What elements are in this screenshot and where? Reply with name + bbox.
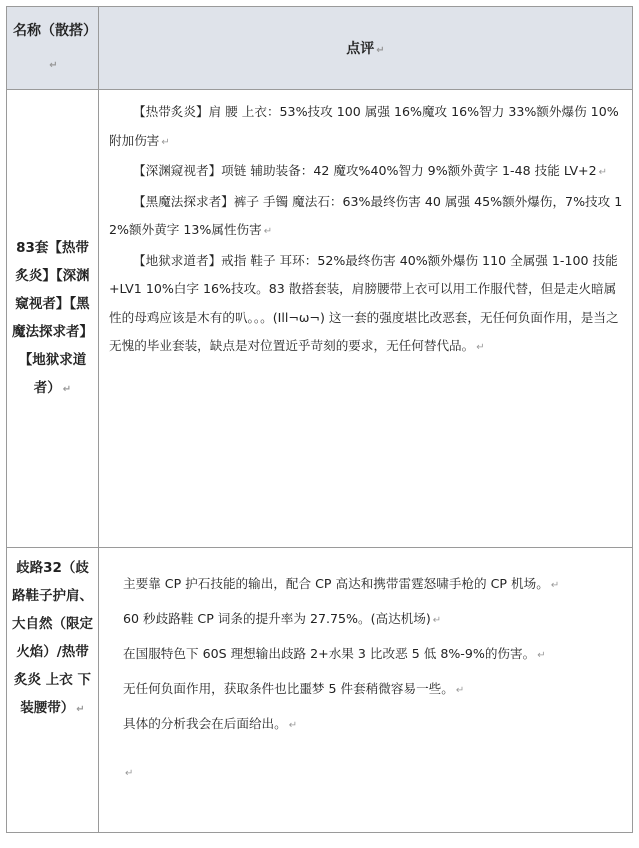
set-name-label: 83套【热带炙炎】【深渊窥视者】【黑魔法探求者】【地狱求道者） — [12, 239, 93, 396]
review-paragraph: 【深渊窥视者】项链 辅助装备：42 魔攻%40%智力 9%额外黄字 1-48 技能 LV+2 ↵ — [133, 163, 608, 178]
paragraph-mark-icon: ↵ — [376, 45, 385, 56]
paragraph-mark-icon: ↵ — [49, 59, 58, 71]
set-name-label: 歧路32（歧路鞋子护肩、大自然（限定火焰）/热带炙炎 上衣 下装腰带） — [12, 560, 93, 716]
header-review-label: 点评 — [346, 41, 375, 57]
paragraph-mark-icon: ↵ — [455, 685, 465, 696]
review-cell — [99, 90, 633, 548]
table-row — [7, 548, 633, 833]
review-paragraph: 在国服特色下 60S 理想输出歧路 2+水果 3 比改恶 5 低 8%-9%的伤害。 ↵ — [123, 646, 546, 661]
review-paragraph: 具体的分析我会在后面给出。 ↵ — [123, 716, 298, 731]
set-name-cell — [7, 548, 99, 833]
paragraph-mark-icon: ↵ — [76, 704, 85, 715]
paragraph-mark-icon: ↵ — [263, 226, 273, 237]
paragraph-mark-icon: ↵ — [432, 615, 442, 626]
paragraph-mark-icon: ↵ — [161, 136, 170, 148]
table-row — [7, 90, 633, 548]
review-paragraph — [123, 764, 624, 782]
review-paragraph: 60 秒歧路鞋 CP 词条的提升率为 27.75%。(高达机场) ↵ — [123, 611, 442, 626]
review-cell — [99, 548, 633, 833]
paragraph-mark-icon: ↵ — [550, 580, 560, 591]
paragraph-mark-icon: ↵ — [62, 383, 72, 395]
set-name-cell — [7, 90, 99, 548]
header-name-label: 名称（散搭） — [13, 22, 97, 39]
review-paragraph: 【地狱求道者】戒指 鞋子 耳环：52%最终伤害 40%额外爆伤 110 全属强 1-100 技能+LV1 10%白字 16%技攻。83 散搭套装，肩膀腰带上衣可以用工作服代替，但是走火暗属性的母鸡应该是木有的叭。。。(Ill¬ω¬) 这一套的强度堪比改恶套，无任何负面作用，是当之无愧的毕业套装，缺点是对位置近乎苛刻的要求，无任何替代品。 ↵ — [109, 252, 619, 353]
header-review-cell — [99, 7, 633, 90]
review-paragraph: 主要靠 CP 护石技能的输出，配合 CP 高达和携带雷霆怒啸手枪的 CP 机场。 ↵ — [123, 576, 560, 591]
paragraph-mark-icon: ↵ — [125, 768, 134, 779]
paragraph-mark-icon: ↵ — [288, 720, 298, 731]
set-review-table — [6, 6, 633, 833]
review-paragraph: 【黑魔法探求者】裤子 手镯 魔法石：63%最终伤害 40 属强 45%额外爆伤，7%技攻 12%额外黄字 13%属性伤害 ↵ — [109, 193, 623, 237]
review-paragraph: 【热带炙炎】肩 腰 上衣：53%技攻 100 属强 16%魔攻 16%智力 33%额外爆伤 10%附加伤害 ↵ — [109, 104, 619, 148]
paragraph-mark-icon: ↵ — [537, 650, 546, 661]
header-name-cell — [7, 7, 99, 90]
review-paragraph: 无任何负面作用，获取条件也比噩梦 5 件套稍微容易一些。 ↵ — [123, 681, 465, 696]
paragraph-mark-icon: ↵ — [598, 167, 608, 178]
paragraph-mark-icon: ↵ — [476, 342, 485, 353]
header-row — [7, 7, 633, 90]
